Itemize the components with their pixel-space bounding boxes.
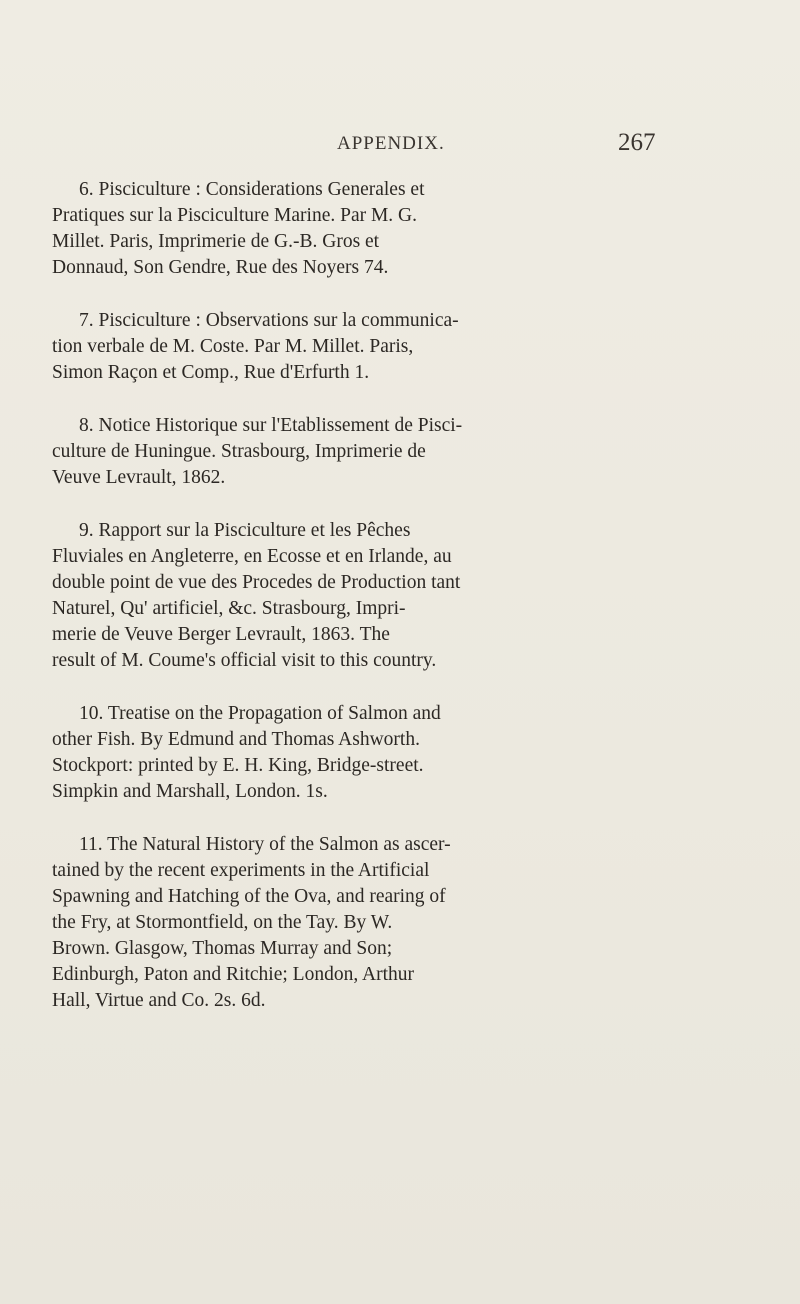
entry-line: double point de vue des Procedes de Production tant [52,572,461,593]
entry-line: the Fry, at Stormontfield, on the Tay. By W. [52,912,393,933]
entry-line: Stockport: printed by E. H. King, Bridge-street. [52,755,424,776]
entry-line: Simpkin and Marshall, London. 1s. [52,781,328,802]
entry-line: Millet. Paris, Imprimerie de G.-B. Gros et [52,231,380,252]
page-number: 267 [618,129,656,156]
entry-line: Edinburgh, Paton and Ritchie; London, Arthur [52,964,414,985]
entry-line: Spawning and Hatching of the Ova, and rearing of [52,886,446,907]
bibliography-entry-10 [52,701,658,805]
entry-line: Pratiques sur la Pisciculture Marine. Par M. G. [52,205,418,226]
bibliography-entry-6 [52,177,658,281]
entry-line: culture de Huningue. Strasbourg, Imprimerie de [52,441,426,462]
bibliography-list [52,177,658,1041]
entry-line: Brown. Glasgow, Thomas Murray and Son; [52,938,393,959]
bibliography-entry-8 [52,413,658,491]
entry-line: 8. Notice Historique sur l'Etablissement de Pisci- [79,415,463,436]
bibliography-entry-7 [52,308,658,386]
entry-line: merie de Veuve Berger Levrault, 1863. The [52,624,390,645]
entry-line: Simon Raçon et Comp., Rue d'Erfurth 1. [52,362,370,383]
entry-line: tion verbale de M. Coste. Par M. Millet. Paris, [52,336,414,357]
entry-line: other Fish. By Edmund and Thomas Ashworth. [52,729,420,750]
entry-line: Veuve Levrault, 1862. [52,467,226,488]
running-title: APPENDIX. [337,133,445,154]
entry-line: 6. Pisciculture : Considerations Generales et [79,179,425,200]
entry-line: Donnaud, Son Gendre, Rue des Noyers 74. [52,257,389,278]
entry-line: result of M. Coume's official visit to this country. [52,650,437,671]
entry-line: Fluviales en Angleterre, en Ecosse et en Irlande, au [52,546,452,567]
entry-line: Naturel, Qu' artificiel, &c. Strasbourg, Impri- [52,598,406,619]
entry-line: 9. Rapport sur la Pisciculture et les Pêches [79,520,411,541]
entry-line: 7. Pisciculture : Observations sur la communica- [79,310,459,331]
running-head [0,129,800,163]
bibliography-entry-11 [52,832,658,1014]
entry-line: 10. Treatise on the Propagation of Salmon and [79,703,441,724]
entry-line: tained by the recent experiments in the Artificial [52,860,430,881]
bibliography-entry-9 [52,518,658,674]
entry-line: 11. The Natural History of the Salmon as ascer- [79,834,451,855]
entry-line: Hall, Virtue and Co. 2s. 6d. [52,990,266,1011]
